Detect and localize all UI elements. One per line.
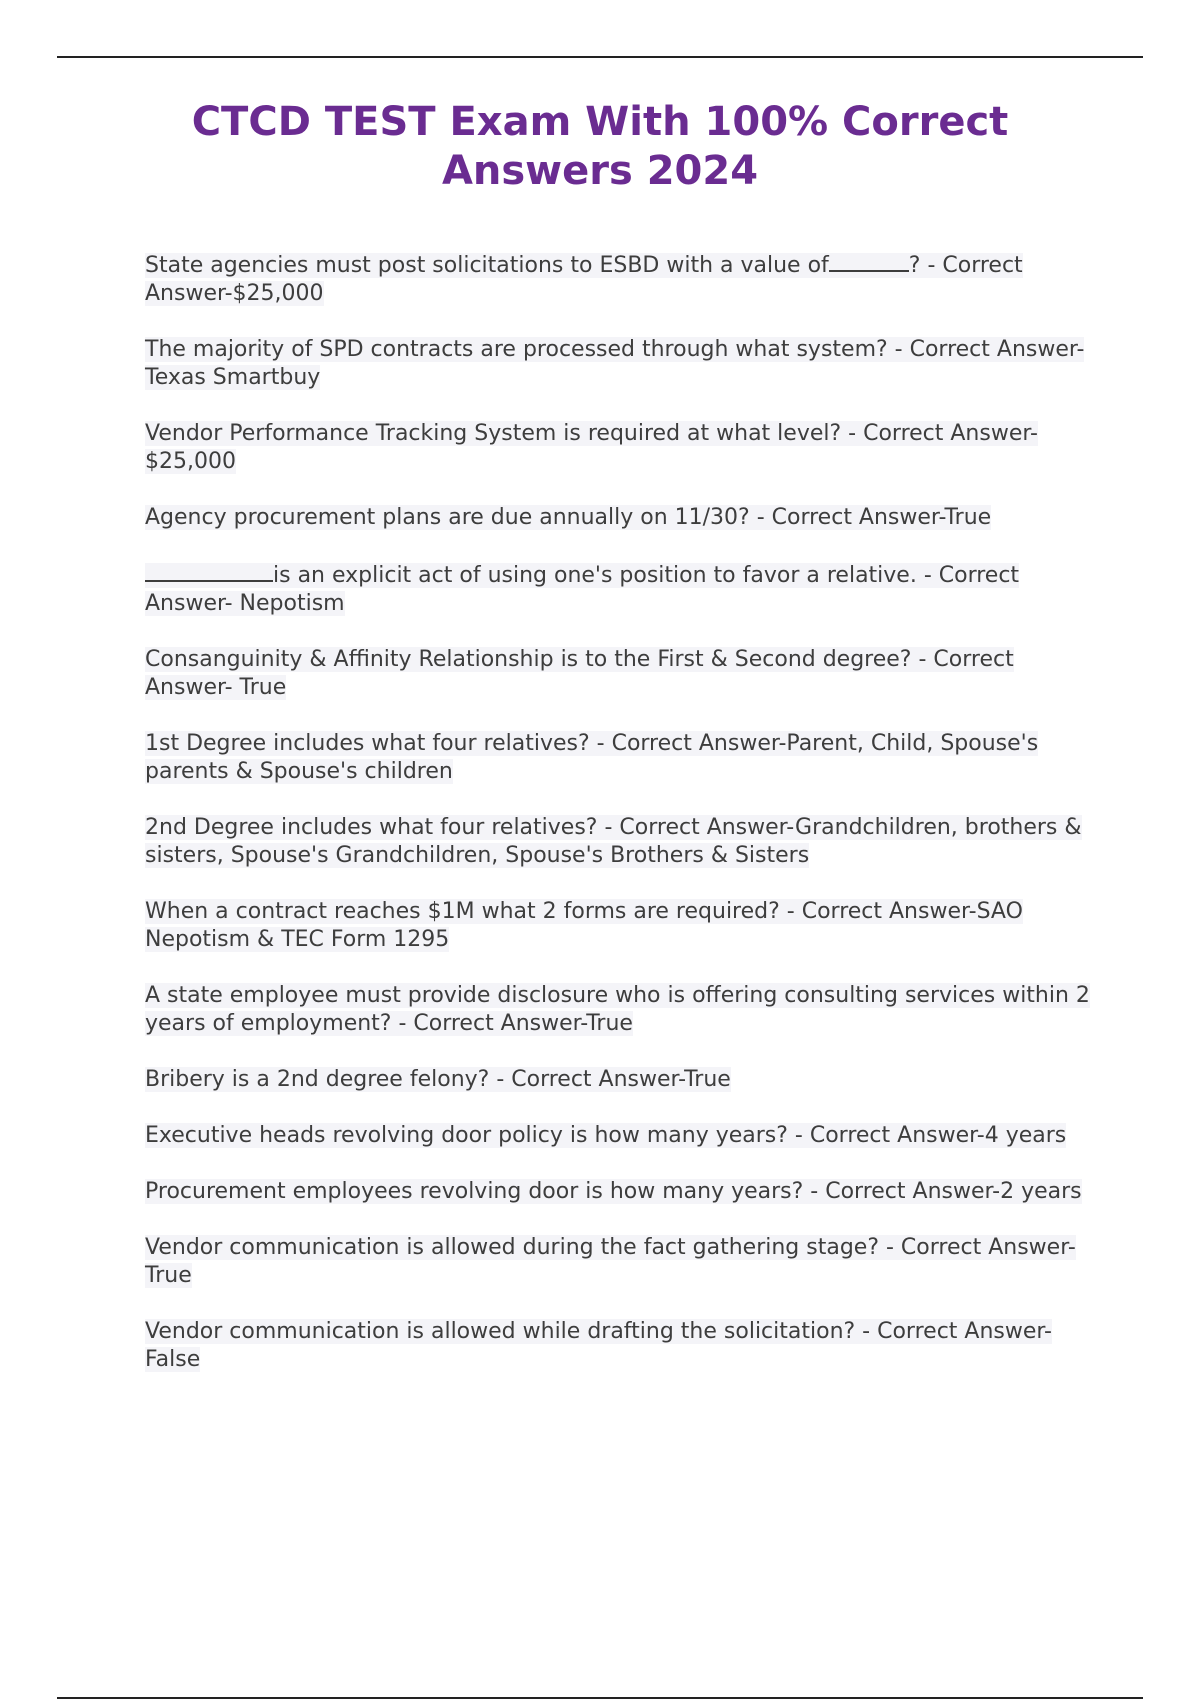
qa-text — [145, 337, 1084, 390]
top-rule — [57, 56, 1143, 58]
qa-text — [145, 1235, 1076, 1288]
qa-text — [145, 563, 1019, 616]
qa-question-answer: Vendor communication is allowed during the fact gathering stage? - Correct Answer- True — [145, 1235, 1076, 1288]
qa-item — [145, 646, 1100, 702]
qa-text — [145, 421, 1038, 474]
bottom-rule — [57, 1697, 1143, 1699]
qa-text — [145, 647, 1014, 700]
qa-item — [145, 898, 1100, 954]
qa-text — [145, 983, 1090, 1036]
qa-item — [145, 420, 1100, 476]
qa-text — [145, 1319, 1052, 1372]
qa-list — [145, 250, 1100, 1402]
qa-text — [145, 505, 991, 530]
qa-item — [145, 1066, 1100, 1094]
qa-text — [145, 1067, 731, 1092]
qa-question-answer: is an explicit act of using one's position to favor a relative. - Correct Answer- Nepotism — [145, 563, 1020, 616]
qa-item — [145, 336, 1100, 392]
qa-question-answer: 1st Degree includes what four relatives? - Correct Answer-Parent, Child, Spouse's parents & Spouse's children — [145, 731, 1039, 784]
qa-question-answer: Vendor Performance Tracking System is required at what level? - Correct Answer- — [145, 421, 1038, 446]
qa-question-answer: Agency procurement plans are due annually on 11/30? - Correct Answer-True — [145, 505, 992, 530]
qa-item — [145, 982, 1100, 1038]
qa-text — [145, 899, 1023, 952]
qa-item — [145, 814, 1100, 870]
qa-question-answer: Executive heads revolving door policy is how many years? - Correct Answer-4 years — [145, 1123, 1067, 1148]
qa-question-answer: 2nd Degree includes what four relatives? - Correct Answer-Grandchildren, brothers & sisters, Spouse's Grandchildren, Spouse's Brothers & Sisters — [145, 815, 1082, 868]
qa-item — [145, 730, 1100, 786]
qa-item — [145, 250, 1100, 308]
qa-item — [145, 1122, 1100, 1150]
qa-question-answer: ? - Correct Answer-$25,000 — [145, 253, 1023, 306]
qa-question-answer: Procurement employees revolving door is how many years? - Correct Answer-2 years — [145, 1179, 1082, 1204]
qa-text — [145, 1123, 1066, 1148]
qa-text — [145, 731, 1038, 784]
fill-in-blank — [829, 250, 909, 272]
qa-item — [145, 504, 1100, 532]
qa-question-answer: Bribery is a 2nd degree felony? - Correct Answer-True — [145, 1067, 731, 1092]
qa-item — [145, 1234, 1100, 1290]
qa-question-answer: A state employee must provide disclosure who is offering consulting services within 2 years of employment? - Correct Answer-True — [145, 983, 1090, 1036]
qa-question-answer: When a contract reaches $1M what 2 forms are required? - Correct Answer-SAO Nepotism & TEC Form 1295 — [145, 899, 1023, 952]
qa-question-answer: $25,000 — [145, 449, 236, 474]
fill-in-blank — [145, 560, 273, 582]
qa-question-answer: The majority of SPD contracts are processed through what system? - Correct Answer- Texas Smartbuy — [145, 337, 1085, 390]
qa-question-lead: State agencies must post solicitations to ESBD with a value of — [145, 253, 829, 278]
qa-question-answer: Vendor communication is allowed while drafting the solicitation? - Correct Answer-False — [145, 1319, 1052, 1372]
document-title: CTCD TEST Exam With 100% Correct Answers 2024 — [191, 99, 1009, 194]
qa-item — [145, 1178, 1100, 1206]
qa-item — [145, 1318, 1100, 1374]
qa-text — [145, 815, 1082, 868]
qa-text — [145, 1179, 1082, 1204]
qa-text — [145, 253, 1023, 306]
qa-item — [145, 560, 1100, 618]
qa-question-answer: Consanguinity & Affinity Relationship is to the First & Second degree? - Correct Answer- True — [145, 647, 1014, 700]
